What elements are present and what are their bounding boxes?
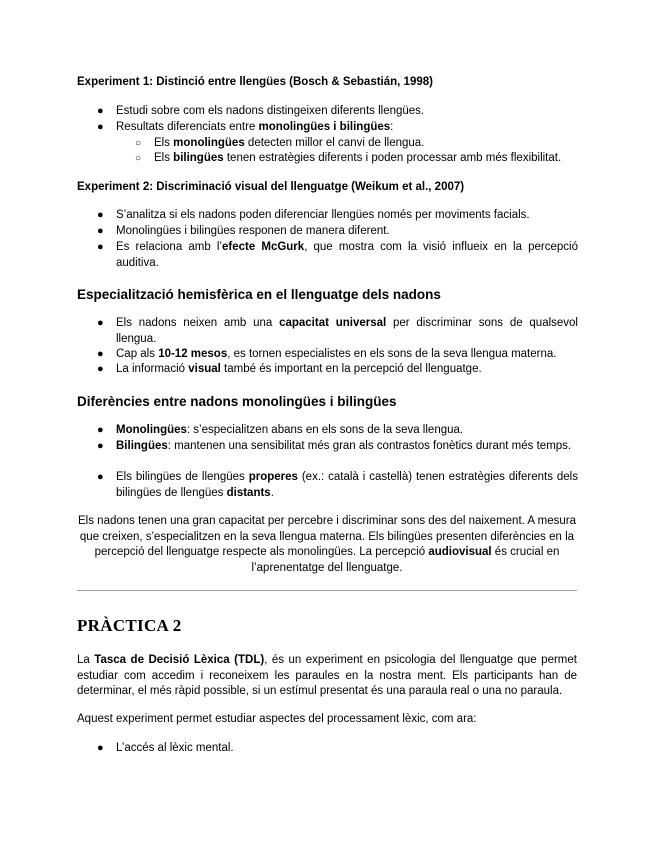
- bullet-icon: ●: [97, 241, 104, 253]
- diff-bullet-3: Els bilingües de llengües properes (ex.: català i castellà) tenen estratègies diferents dels bilingües de llengües distants.: [116, 471, 578, 499]
- exp1-sub-bullet-2: Els bilingües tenen estratègies diferents i poden processar amb més flexibilitat.: [154, 152, 562, 164]
- diff-heading: Diferències entre nadons monolingües i bilingües: [77, 394, 397, 409]
- exp2-bullet-3: Es relaciona amb l’efecte McGurk, que mostra com la visió influeix en la percepció auditiva.: [116, 241, 579, 269]
- practica-bullet-1: L’accés al lèxic mental.: [116, 742, 234, 754]
- bullet-icon: ●: [97, 471, 104, 483]
- summary-paragraph: Els nadons tenen una gran capacitat per percebre i discriminar sons des del naixement. A mesura que creixen, s’especialitzen en la seva llengua materna. Els bilingües presenten diferències en la percepció del llenguatge respecte als monolingües. La percepció audiovisual és crucial en l’aprenentatge del llenguatge.: [78, 515, 576, 574]
- spec-heading: Especialització hemisfèrica en el llenguatge dels nadons: [77, 287, 441, 302]
- practica-title: PRÀCTICA 2: [77, 616, 182, 635]
- bullet-icon: ●: [97, 225, 104, 237]
- exp1-bullet-1: Estudi sobre com els nadons distingeixen diferents llengües.: [116, 105, 425, 117]
- spec-bullet-3: La informació visual també és important en la percepció del llenguatge.: [116, 363, 482, 375]
- bullet-icon: ●: [97, 209, 104, 221]
- exp2-heading: Experiment 2: Discriminació visual del llenguatge (Weikum et al., 2007): [77, 181, 465, 193]
- exp1-sub-bullet-1: Els monolingües detecten millor el canvi de llengua.: [154, 137, 425, 149]
- bullet-icon: ●: [97, 121, 104, 133]
- diff-bullet-2: Bilingües: mantenen una sensibilitat més gran als contrastos fonètics durant més temps.: [116, 440, 572, 452]
- circle-bullet-icon: ○: [135, 138, 142, 149]
- bullet-icon: ●: [97, 317, 104, 329]
- bullet-icon: ●: [97, 348, 104, 360]
- exp2-bullet-2: Monolingües i bilingües responen de manera diferent.: [116, 225, 390, 237]
- bullet-icon: ●: [97, 742, 104, 754]
- spec-bullet-2: Cap als 10-12 mesos, es tornen especialistes en els sons de la seva llengua materna.: [116, 348, 557, 360]
- diff-bullet-1: Monolingües: s’especialitzen abans en els sons de la seva llengua.: [116, 424, 464, 436]
- practica-paragraph-1: La Tasca de Decisió Lèxica (TDL), és un experiment en psicologia del llenguatge que permet estudiar com accedim i reconeixem les paraules en la nostra ment. Els participants han de determinar, el més ràpid possible, si un estímul presentat és una paraula real o una no paraula.: [77, 654, 577, 697]
- bullet-icon: ●: [97, 105, 104, 117]
- bullet-icon: ●: [97, 424, 104, 436]
- practica-paragraph-2: Aquest experiment permet estudiar aspectes del processament lèxic, com ara:: [77, 713, 477, 725]
- exp1-heading: Experiment 1: Distinció entre llengües (Bosch & Sebastián, 1998): [77, 76, 433, 88]
- circle-bullet-icon: ○: [135, 153, 142, 164]
- horizontal-divider: [77, 590, 577, 591]
- spec-bullet-1: Els nadons neixen amb una capacitat universal per discriminar sons de qualsevol llengua.: [116, 317, 578, 345]
- bullet-icon: ●: [97, 440, 104, 452]
- bullet-icon: ●: [97, 363, 104, 375]
- exp1-bullet-2: Resultats diferenciats entre monolingües i bilingües:: [116, 121, 394, 133]
- exp2-bullet-1: S’analitza si els nadons poden diferenciar llengües només per moviments facials.: [116, 209, 530, 221]
